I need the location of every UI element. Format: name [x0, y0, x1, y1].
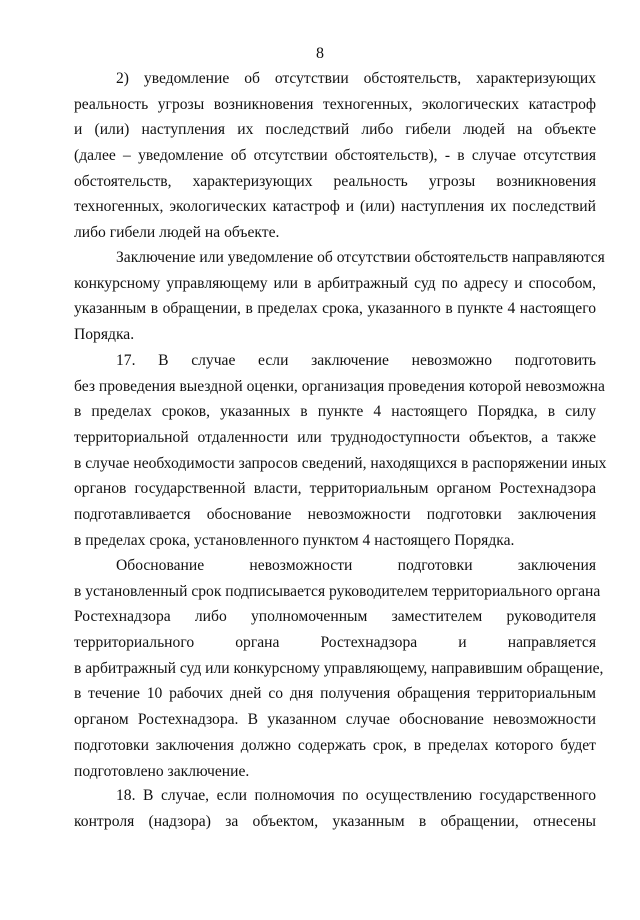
paragraph-conclusion-sending: [74, 245, 605, 348]
text-line: в установленный срок подписывается руководителем территориального органа: [74, 582, 601, 600]
text-line: указанным в обращении, в пределах срока, указанного в пункте 4 настоящего: [74, 300, 596, 318]
text-line: Обоснование невозможности подготовки заключения: [116, 557, 596, 574]
text-line: в арбитражный суд или конкурсному управляющему, направившим обращение,: [74, 659, 604, 677]
text-line: контроля (надзора) за объектом, указанным в обращении, отнесены: [74, 812, 596, 830]
text-line: либо гибели людей на объекте.: [74, 224, 280, 242]
text-line: без проведения выездной оценки, организация проведения которой невозможна: [74, 377, 605, 395]
text-line: Ростехнадзора либо уполномоченным заместителем руководителя: [74, 608, 596, 626]
text-line: территориального органа Ростехнадзора и направляется: [74, 634, 596, 652]
text-line: подготовки заключения должно содержать срок, в пределах которого будет: [74, 736, 596, 754]
text-line: реальность угрозы возникновения техногенных, экологических катастроф: [74, 95, 596, 113]
text-line: 2) уведомление об отсутствии обстоятельств, характеризующих: [116, 70, 596, 87]
text-line: органов государственной власти, территориальным органом Ростехнадзора: [74, 480, 596, 498]
paragraph-item-2-notification: [74, 66, 596, 246]
text-line: территориальной отдаленности или труднодоступности объектов, а также: [74, 429, 596, 447]
text-line: подготовлено заключение.: [74, 762, 250, 780]
text-line: и (или) наступления их последствий либо гибели людей на объекте: [74, 121, 596, 139]
paragraph-clause-17: [74, 348, 607, 554]
text-line: техногенных, экологических катастроф и (или) наступления их последствий: [74, 198, 596, 216]
text-line: органом Ростехнадзора. В указанном случае обоснование невозможности: [74, 711, 596, 729]
text-line: в пределах сроков, указанных в пункте 4 настоящего Порядка, в силу: [74, 403, 596, 421]
page-number: 8: [316, 45, 324, 62]
paragraph-justification: [74, 553, 604, 784]
paragraph-clause-18: [74, 783, 596, 834]
text-line: Порядка.: [74, 326, 135, 344]
text-line: обстоятельств, характеризующих реальность угрозы возникновения: [74, 172, 596, 190]
text-line: подготавливается обоснование невозможности подготовки заключения: [74, 506, 596, 524]
text-line: в пределах срока, установленного пунктом 4 настоящего Порядка.: [74, 531, 515, 549]
text-line: в случае необходимости запросов сведений, находящихся в распоряжении иных: [74, 454, 607, 472]
text-line: конкурсному управляющему или в арбитражный суд по адресу и способом,: [74, 274, 596, 292]
text-line: 17. В случае если заключение невозможно подготовить: [116, 352, 596, 369]
text-line: 18. В случае, если полномочия по осуществлению государственного: [116, 787, 596, 804]
text-line: Заключение или уведомление об отсутствии обстоятельств направляются: [116, 249, 605, 266]
text-line: (далее – уведомление об отсутствии обстоятельств), - в случае отсутствия: [74, 147, 596, 165]
text-line: в течение 10 рабочих дней со дня получения обращения территориальным: [74, 685, 596, 703]
